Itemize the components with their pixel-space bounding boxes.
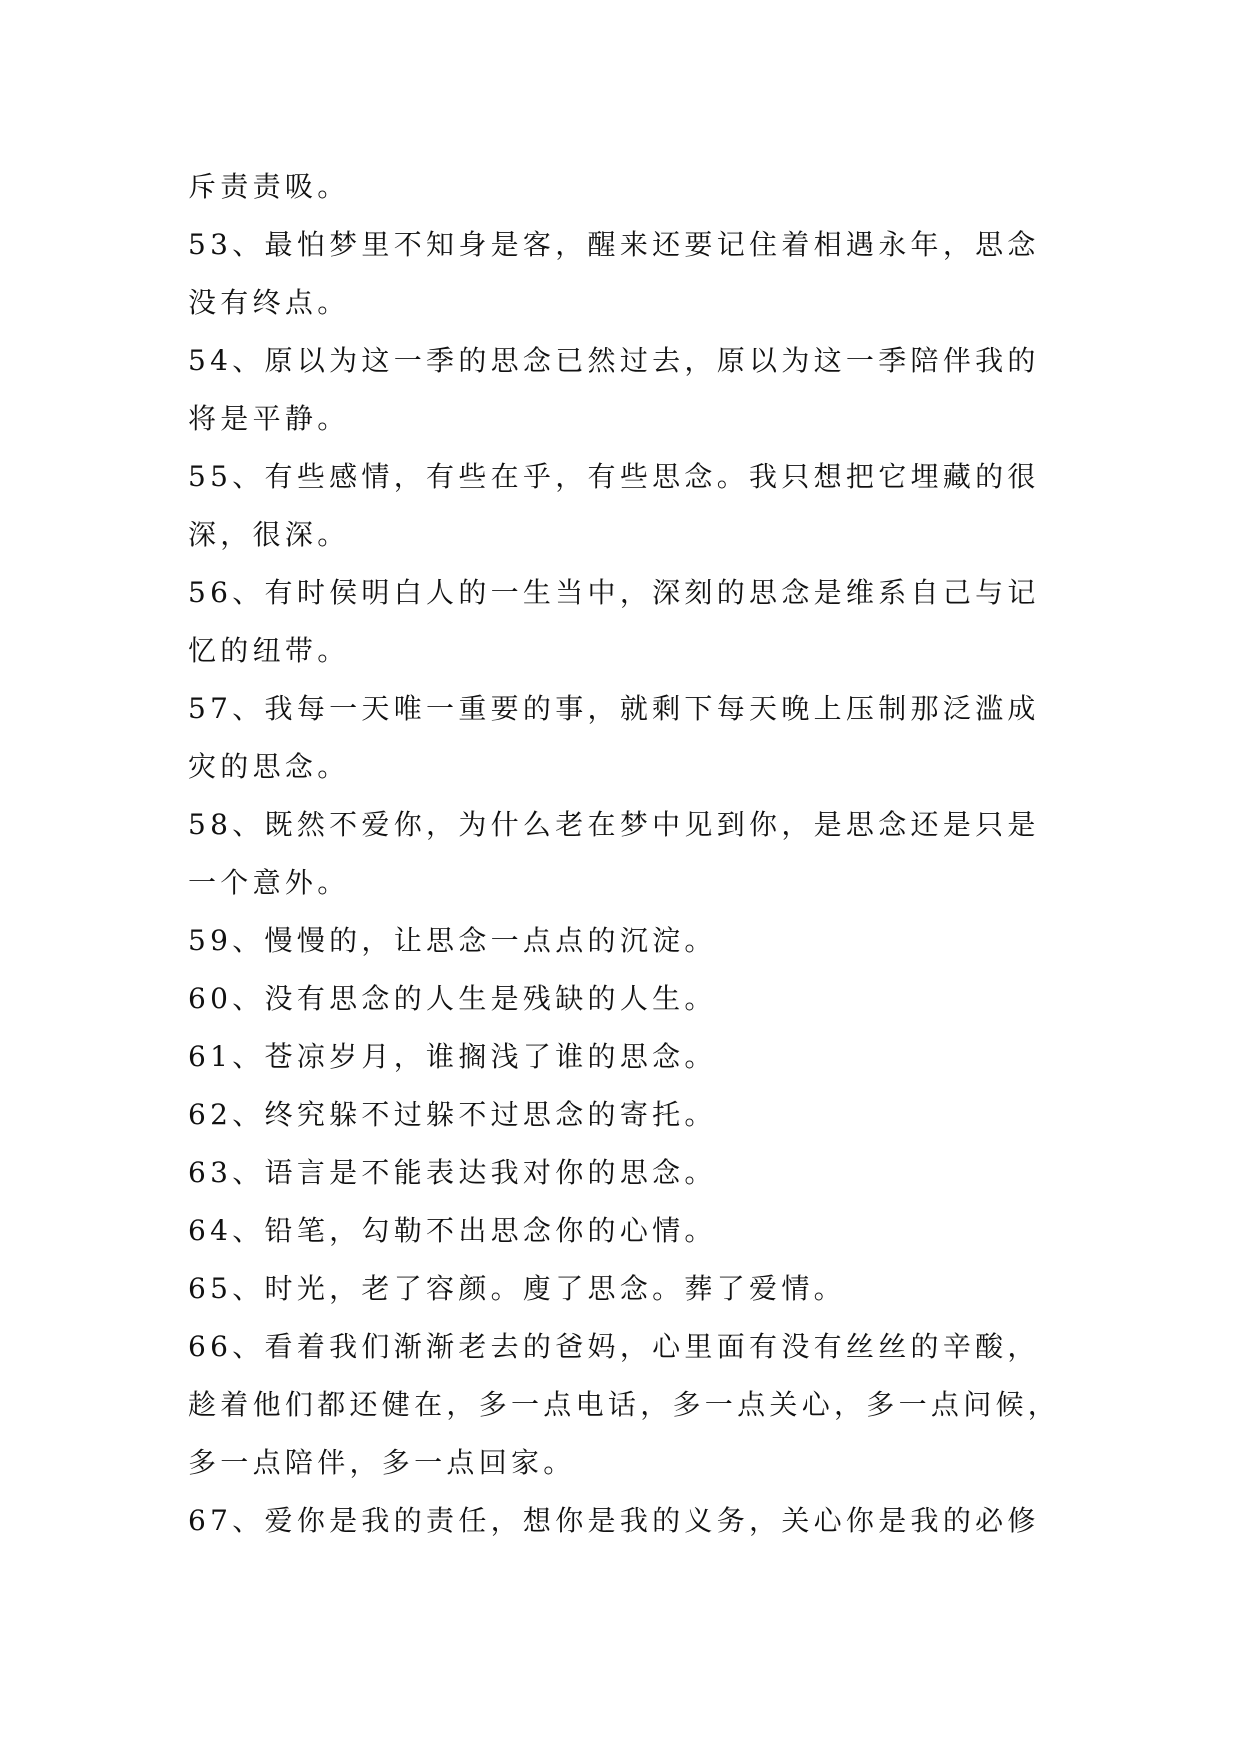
text-line: 63、语言是不能表达我对你的思念。 xyxy=(188,1156,717,1189)
text-line: 60、没有思念的人生是残缺的人生。 xyxy=(188,982,717,1015)
text-line: 56、有时侯明白人的一生当中，深刻的思念是维系自己与记 xyxy=(188,576,1040,609)
text-line: 62、终究躲不过躲不过思念的寄托。 xyxy=(188,1098,717,1131)
text-line: 64、铅笔，勾勒不出思念你的心情。 xyxy=(188,1214,717,1247)
text-line: 66、看着我们渐渐老去的爸妈，心里面有没有丝丝的辛酸， xyxy=(188,1330,1040,1363)
text-line: 55、有些感情，有些在乎，有些思念。我只想把它埋藏的很 xyxy=(188,460,1040,493)
text-line: 深，很深。 xyxy=(188,518,350,551)
document-body xyxy=(188,158,1061,1550)
text-line: 53、最怕梦里不知身是客，醒来还要记住着相遇永年，思念 xyxy=(188,228,1040,261)
text-line: 59、慢慢的，让思念一点点的沉淀。 xyxy=(188,924,717,957)
text-line: 54、原以为这一季的思念已然过去，原以为这一季陪伴我的 xyxy=(188,344,1040,377)
text-line: 趁着他们都还健在，多一点电话，多一点关心，多一点问候， xyxy=(188,1388,1061,1421)
text-line: 灾的思念。 xyxy=(188,750,350,783)
text-line: 将是平静。 xyxy=(188,402,350,435)
text-line: 65、时光，老了容颜。廋了思念。葬了爱情。 xyxy=(188,1272,846,1305)
text-line: 一个意外。 xyxy=(188,866,350,899)
text-line: 58、既然不爱你，为什么老在梦中见到你，是思念还是只是 xyxy=(188,808,1040,841)
text-line: 忆的纽带。 xyxy=(188,634,350,667)
text-line: 57、我每一天唯一重要的事，就剩下每天晚上压制那泛滥成 xyxy=(188,692,1040,725)
text-line: 多一点陪伴，多一点回家。 xyxy=(188,1446,576,1479)
text-line: 67、爱你是我的责任，想你是我的义务，关心你是我的必修 xyxy=(188,1504,1040,1537)
text-line: 61、苍凉岁月，谁搁浅了谁的思念。 xyxy=(188,1040,717,1073)
text-line: 斥责责吸。 xyxy=(188,170,350,203)
text-line: 没有终点。 xyxy=(188,286,350,319)
